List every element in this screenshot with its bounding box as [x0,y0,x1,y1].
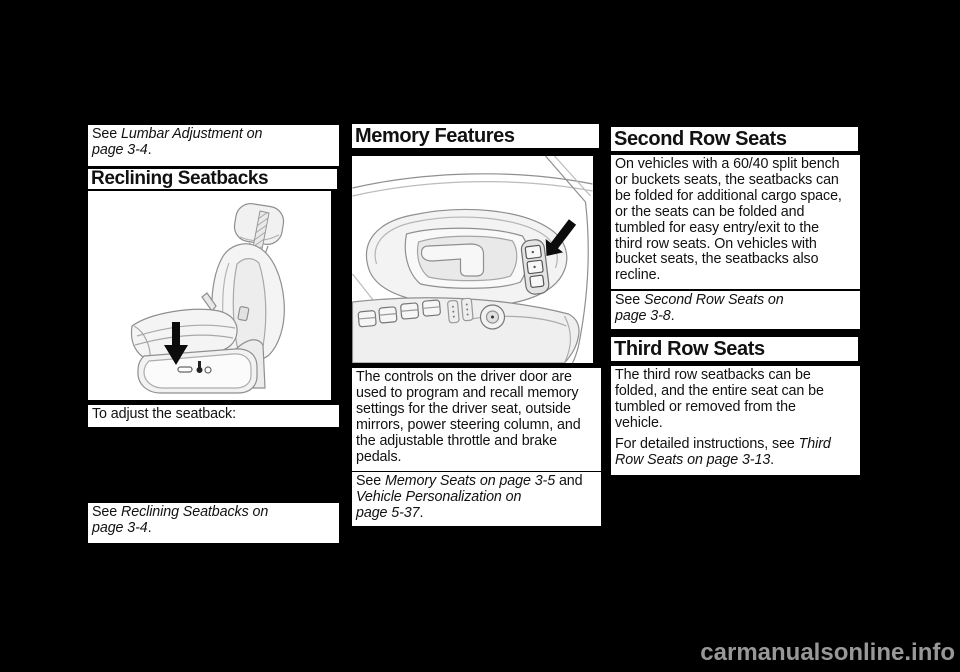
text-line: be folded for additional cargo space, [615,187,842,204]
text-line: See Reclining Seatbacks on [92,504,269,520]
door-panel-illustration-svg [352,156,593,363]
door-panel-illustration [352,156,593,363]
seat-illustration [88,191,331,400]
text-line: On vehicles with a 60/40 split bench [615,156,840,172]
to-adjust-seatback-label [88,405,339,427]
text-line: folded, and the entire seat can be [615,382,824,399]
memory-features-body [352,368,601,471]
text-line: or buckets seats, the seatbacks can [615,171,839,188]
ref-memory-seats [352,472,601,526]
text-line: bucket seats, the seatbacks also [615,251,819,268]
text-line: page 3-4. [92,141,152,158]
text-line: page 5-37. [356,504,424,521]
text-line: tumbled for easy entry/exit to the [615,219,820,236]
ref-third-row-seats [611,435,860,475]
heading-second-row-seats: Second Row Seats [611,127,858,151]
text-line: recline. [615,267,661,284]
ref-reclining-seatbacks [88,503,339,543]
ref-lumbar-adjustment [88,125,339,166]
second-row-seats-body [611,155,860,289]
seat-adjust-switch [178,367,192,372]
text-line: Row Seats on page 3-13. [615,451,775,468]
text-line: See Second Row Seats on [615,292,784,308]
heading-third-row-seats: Third Row Seats [611,337,858,361]
text-line: See Lumbar Adjustment on [92,126,263,142]
seat-illustration-svg [88,191,331,400]
ref-second-row-seats [611,291,860,329]
text-line: The third row seatbacks can be [615,367,811,383]
text-line: page 3-8. [615,307,675,324]
text-line: For detailed instructions, see Third [615,436,831,452]
text-line: or the seats can be folded and [615,203,805,220]
text-line: The controls on the driver door are [356,369,572,385]
text-line: settings for the driver seat, outside [356,400,571,417]
text-line: the adjustable throttle and brake [356,432,557,449]
text-line: Vehicle Personalization on [356,488,522,505]
heading-reclining-seatbacks: Reclining Seatbacks [88,169,337,189]
heading-memory-features: Memory Features [352,124,599,148]
text-line: To adjust the seatback: [92,406,236,422]
text-line: See Memory Seats on page 3-5 and [356,473,583,489]
text-line: tumbled or removed from the [615,398,796,415]
text-line: third row seats. On vehicles with [615,235,817,252]
text-line: used to program and recall memory [356,384,579,401]
recline-knob [197,367,203,373]
text-line: pedals. [356,448,402,465]
text-line: mirrors, power steering column, and [356,416,581,433]
text-line: vehicle. [615,414,663,431]
text-line: page 3-4. [92,519,152,536]
site-watermark: carmanualsonline.info [700,639,955,666]
third-row-seats-body [611,366,860,436]
